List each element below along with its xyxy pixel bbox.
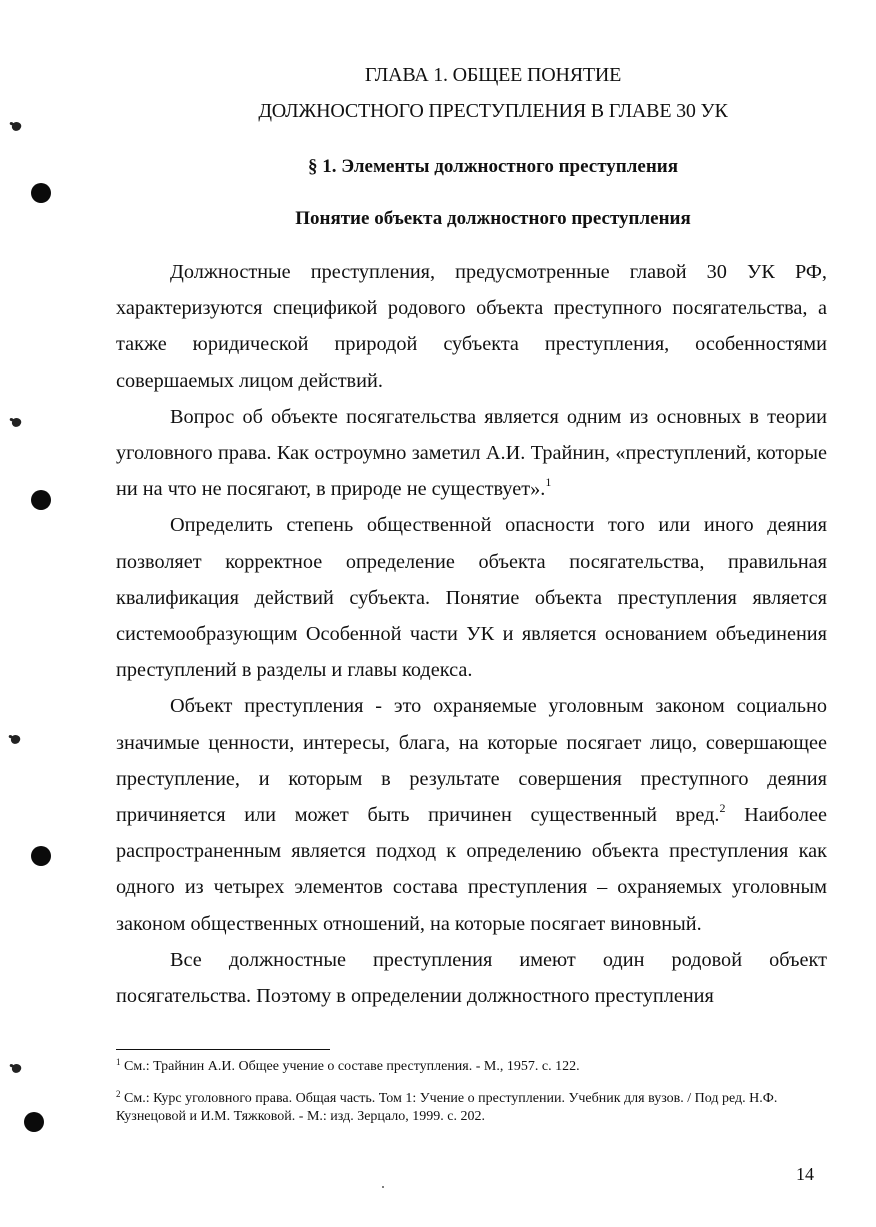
footnote-text: См.: Курс уголовного права. Общая часть. Том 1: Учение о преступлении. Учебник для вузов. / Под ред. Н.Ф. Кузнецовой и И.М. Тяжковой. - М.: изд. Зерцало, 1999. с. 202.	[116, 1091, 778, 1124]
scan-dot	[382, 1186, 384, 1188]
binder-hole	[31, 490, 51, 510]
paragraph-text: Объект преступления - это охраняемые уголовным законом социально значимые ценности, интересы, блага, на которые посягает лицо, совершающее преступление, и которым в результате совершения преступного деяния причиняется или может быть причинен существенный вред.	[116, 695, 827, 827]
binder-hole	[24, 1112, 44, 1132]
scan-speck	[10, 734, 22, 746]
section-title: § 1. Элементы должностного преступления	[308, 156, 678, 177]
binder-hole	[31, 846, 51, 866]
paragraph-text: Вопрос об объекте посягательства является одним из основных в теории уголовного права. Как остроумно заметил А.И. Трайнин, «преступлений, которые ни на что не посягают, в природе не существует».	[116, 405, 827, 501]
scan-speck	[11, 417, 23, 429]
footnote-text: См.: Трайнин А.И. Общее учение о составе преступления. - М., 1957. с. 122.	[120, 1059, 580, 1074]
footnote-mark: 1	[116, 1057, 121, 1067]
paragraph-1	[116, 254, 827, 399]
footnote-separator	[116, 1049, 330, 1050]
paragraph-2	[116, 399, 827, 508]
paragraph-5	[116, 942, 827, 1014]
subsection-title: Понятие объекта должностного преступления	[295, 208, 691, 229]
chapter-title-line-2: ДОЛЖНОСТНОГО ПРЕСТУПЛЕНИЯ В ГЛАВЕ 30 УК	[258, 100, 728, 122]
binder-hole	[31, 183, 51, 203]
footnote-1	[116, 1058, 796, 1076]
paragraph-text-continued: Наиболее распространенным является подход к определению объекта преступления как одного из четырех элементов состава преступления – охраняемых уголовным законом общественных отношений, на которые посягает виновный.	[116, 804, 827, 935]
footnote-ref-1: 1	[545, 475, 552, 490]
page-number: 14	[796, 1164, 814, 1184]
paragraph-4	[116, 688, 827, 941]
chapter-title-line-1: ГЛАВА 1. ОБЩЕЕ ПОНЯТИЕ	[364, 64, 622, 86]
footnote-mark: 2	[116, 1089, 121, 1099]
scan-speck	[11, 1063, 23, 1075]
paragraph-3	[116, 507, 827, 688]
paragraph-text: Все должностные преступления имеют один родовой объект посягательства. Поэтому в определении должностного преступления	[116, 948, 827, 1008]
paragraph-text: Должностные преступления, предусмотренные главой 30 УК РФ, характеризуются спецификой родового объекта преступного посягательства, а также юридической природой субъекта преступления, особенностями совершаемых лицом действий.	[116, 261, 827, 392]
body-text	[116, 254, 827, 1014]
footnote-2	[116, 1090, 796, 1126]
footnotes	[116, 1058, 796, 1140]
footnote-ref-2: 2	[719, 801, 726, 816]
paragraph-text: Определить степень общественной опасности того или иного деяния позволяет корректное определение объекта посягательства, правильная квалификация действий субъекта. Понятие объекта преступления является системообразующим Особенной части УК и является основанием объединения преступлений в разделы и главы кодекса.	[116, 514, 827, 682]
